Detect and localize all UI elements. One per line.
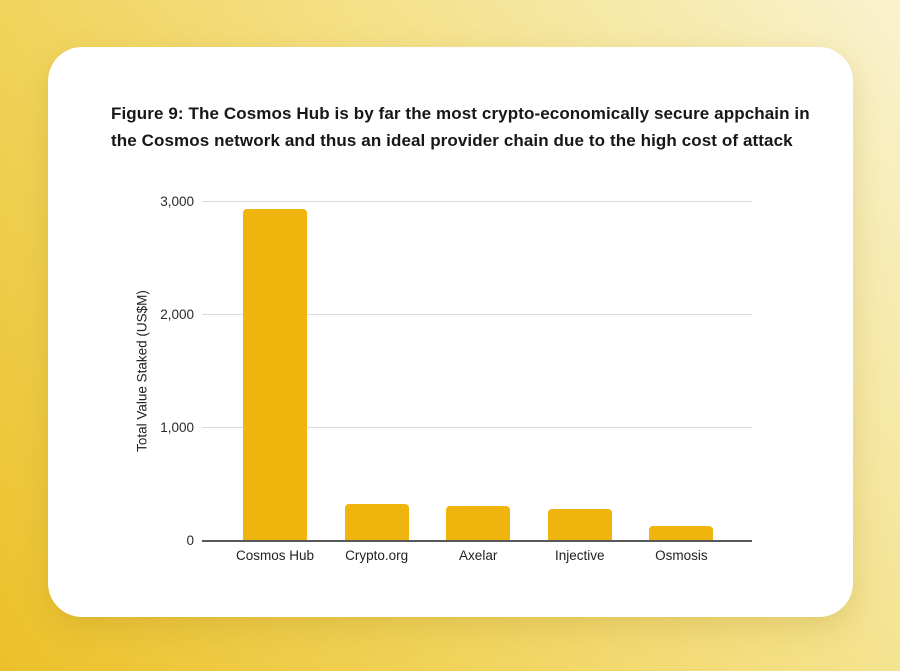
figure-card xyxy=(48,47,853,617)
bar-axelar xyxy=(446,506,510,541)
y-tick-label: 1,000 xyxy=(160,420,194,435)
y-tick-label: 0 xyxy=(186,533,194,548)
y-tick-label: 3,000 xyxy=(160,194,194,209)
y-tick-label: 2,000 xyxy=(160,307,194,322)
x-category-label: Osmosis xyxy=(655,548,708,563)
x-category-label: Cosmos Hub xyxy=(235,548,315,563)
x-axis-line xyxy=(202,540,752,542)
bar-chart-plot-area xyxy=(160,194,752,563)
figure-title-line-1: Figure 9: The Cosmos Hub is by far the most crypto-economically secure appchain in xyxy=(111,104,810,123)
bar-osmosis xyxy=(649,526,713,541)
x-category-label: Axelar xyxy=(459,548,498,563)
x-category-label: Injective xyxy=(555,548,605,563)
gridline-3000 xyxy=(202,201,752,202)
figure-title xyxy=(111,100,811,154)
figure-title-line-2: the Cosmos network and thus an ideal provider chain due to the high cost of attack xyxy=(111,131,793,150)
x-category-label: Crypto.org xyxy=(345,548,409,563)
bar-injective xyxy=(548,509,612,541)
bar-cosmos-hub xyxy=(243,209,307,541)
y-axis-title: Total Value Staked (US$M) xyxy=(134,290,150,452)
bar-crypto-org xyxy=(345,504,409,541)
